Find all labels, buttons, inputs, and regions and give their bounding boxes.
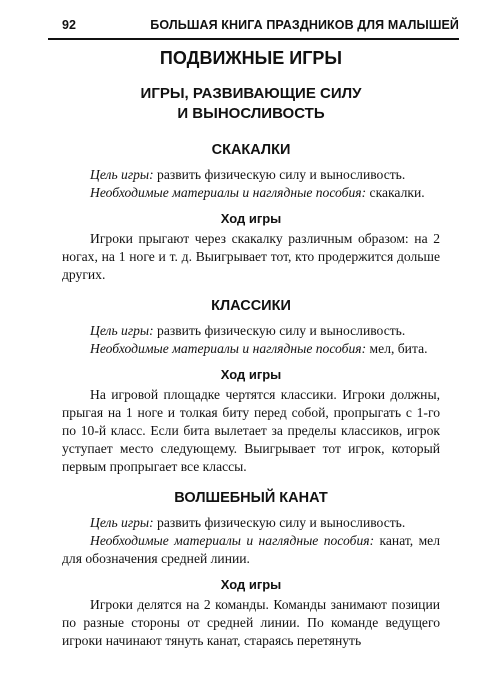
section-title-line-1: ИГРЫ, РАЗВИВАЮЩИЕ СИЛУ: [140, 85, 362, 102]
game-section-skakalki: [62, 140, 440, 284]
game-goal: [62, 514, 440, 532]
progress-text: Игроки делятся на 2 команды. Команды занимают позиции по разные стороны от средней линии. По команде ведущего игроки начинают тянуть канат, стараясь перетянуть: [62, 597, 440, 648]
materials-label: Необходимые материалы и наглядные пособия:: [90, 341, 367, 356]
page-number: 92: [62, 18, 76, 32]
page-content: [62, 42, 440, 650]
game-materials: [62, 340, 440, 358]
game-heading: КЛАССИКИ: [211, 298, 291, 314]
game-section-klassiki: [62, 296, 440, 476]
game-heading: ВОЛШЕБНЫЙ КАНАТ: [174, 490, 328, 506]
goal-text: развить физическую силу и выносливость.: [153, 323, 406, 338]
goal-label: Цель игры:: [90, 515, 154, 530]
progress-heading: Ход игры: [220, 577, 282, 592]
progress-heading: Ход игры: [220, 367, 282, 382]
running-header: [48, 14, 459, 40]
progress-text: На игровой площадке чертятся классики. Игроки должны, прыгая на 1 ноге и толкая биту перед собой, пропрыгать с 1-го по 10-й класс. Если бита вылетает за пределы классиков, игрок уступает место следующему. Выигрывает тот игрок, который первым пропрыгает все классы.: [62, 387, 440, 474]
goal-text: развить физическую силу и выносливость.: [153, 167, 406, 182]
goal-label: Цель игры:: [90, 323, 154, 338]
game-goal: [62, 166, 440, 184]
game-materials: [62, 532, 440, 568]
materials-text: скакалки.: [366, 185, 425, 200]
game-heading: СКАКАЛКИ: [211, 142, 291, 158]
game-goal: [62, 322, 440, 340]
progress-text: Игроки прыгают через скакалку различным образом: на 2 ногах, на 1 ноге и т. д. Выигрывает тот, кто продержится дольше других.: [62, 231, 440, 282]
materials-text: мел, бита.: [366, 341, 428, 356]
materials-text: канат, мел для обозначения средней линии.: [62, 533, 441, 566]
materials-label: Необходимые материалы и наглядные пособия:: [90, 533, 375, 548]
goal-text: развить физическую силу и выносливость.: [153, 515, 406, 530]
chapter-title: ПОДВИЖНЫЕ ИГРЫ: [159, 48, 343, 68]
game-materials: [62, 184, 440, 202]
game-section-volshebny-kanat: [62, 488, 440, 650]
materials-label: Необходимые материалы и наглядные пособия:: [90, 185, 367, 200]
goal-label: Цель игры:: [90, 167, 154, 182]
progress-heading: Ход игры: [220, 211, 282, 226]
running-title: БОЛЬШАЯ КНИГА ПРАЗДНИКОВ ДЛЯ МАЛЫШЕЙ: [150, 18, 459, 32]
section-title: [62, 84, 440, 124]
section-title-line-2: И ВЫНОСЛИВОСТЬ: [177, 105, 325, 122]
